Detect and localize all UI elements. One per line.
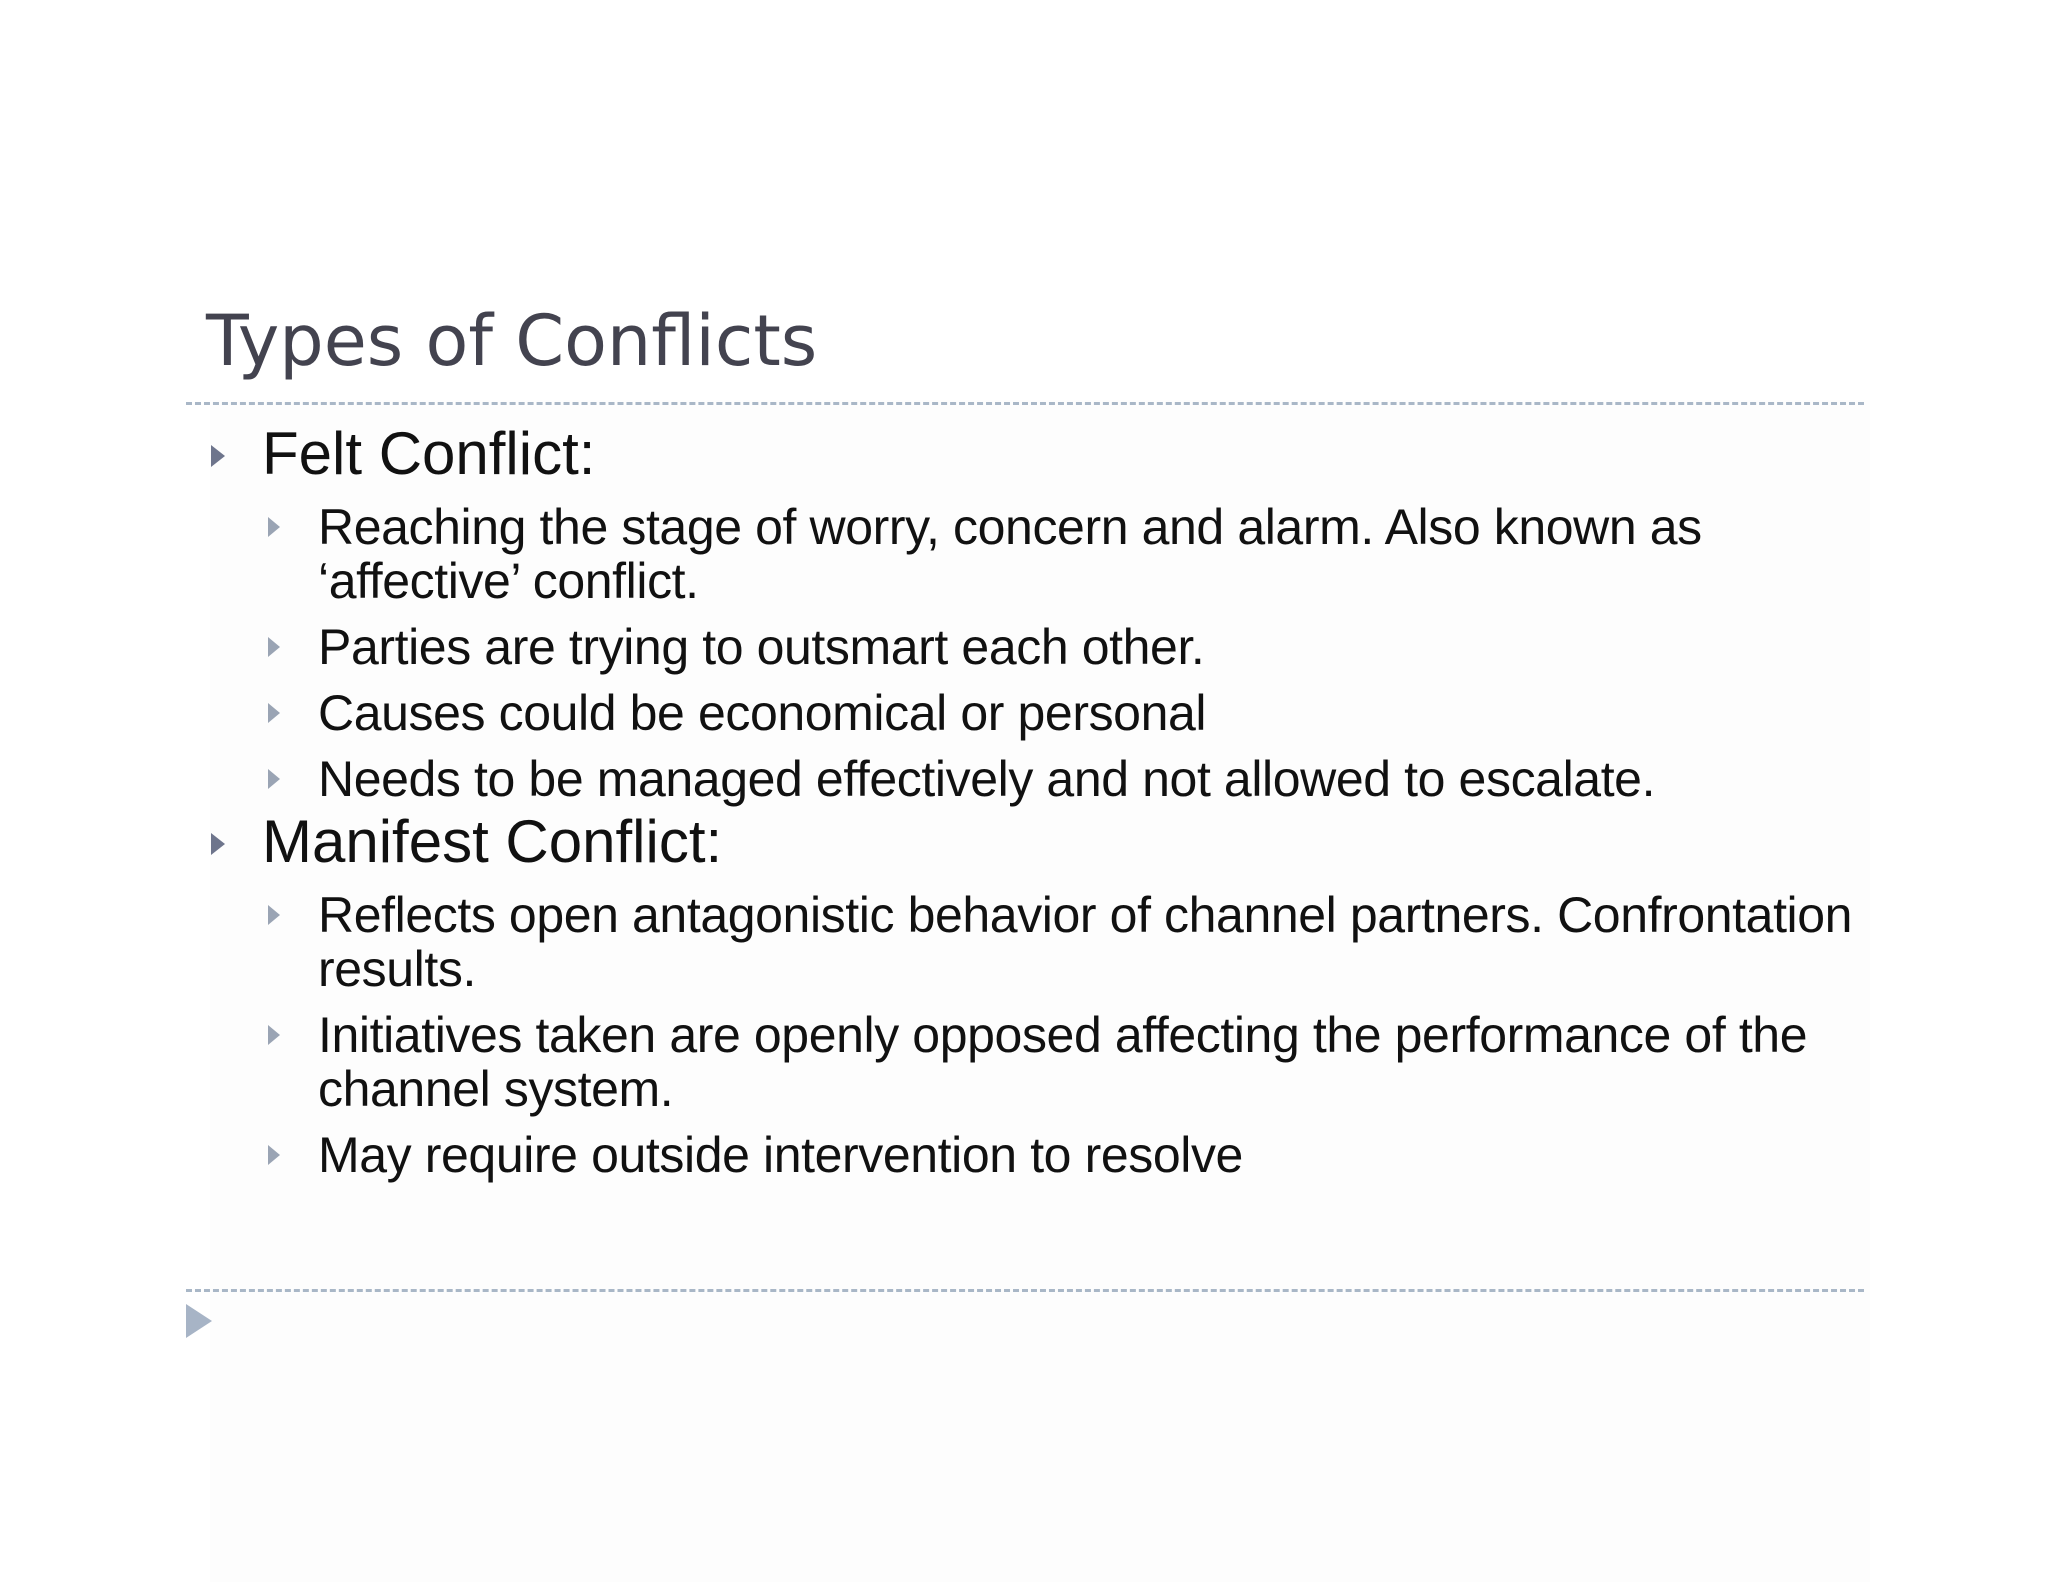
sub-bullet-text: Causes could be economical or personal (318, 685, 1207, 741)
slide-title: Types of Conflicts (206, 300, 818, 382)
sub-bullet (206, 1128, 1866, 1182)
heading-text: Manifest Conflict: (262, 808, 723, 875)
sub-bullet-triangle-icon (268, 703, 280, 723)
bullet-heading-manifest-conflict (206, 808, 1846, 876)
sub-bullet-triangle-icon (268, 1025, 280, 1045)
sub-bullet (206, 752, 1866, 806)
sub-bullet (206, 620, 1866, 674)
sub-bullet-text: Needs to be managed effectively and not allowed to escalate. (318, 751, 1656, 807)
footer-divider (186, 1289, 1864, 1292)
sub-bullet-text: Initiatives taken are openly opposed affecting the performance of the channel system. (318, 1007, 1808, 1117)
sub-bullet-text: May require outside intervention to resolve (318, 1127, 1243, 1183)
sub-bullet (206, 888, 1866, 996)
heading-text: Felt Conflict: (262, 420, 596, 487)
sub-bullet-text: Parties are trying to outsmart each other. (318, 619, 1205, 675)
sub-bullet (206, 1008, 1866, 1116)
sub-bullet-triangle-icon (268, 769, 280, 789)
bullet-heading-felt-conflict (206, 420, 1846, 488)
sub-bullet-triangle-icon (268, 637, 280, 657)
bullet-list (206, 418, 1853, 1183)
bullet-triangle-icon (211, 833, 225, 855)
sub-bullet-text: Reaching the stage of worry, concern and alarm. Also known as ‘affective’ conflict. (318, 499, 1702, 609)
sub-bullet-triangle-icon (268, 517, 280, 537)
bullet-triangle-icon (211, 445, 225, 467)
sub-bullet (206, 500, 1866, 608)
title-divider (186, 402, 1864, 405)
sub-bullet-triangle-icon (268, 1145, 280, 1165)
sub-bullet-triangle-icon (268, 905, 280, 925)
sub-bullet-text: Reflects open antagonistic behavior of channel partners. Confrontation results. (318, 887, 1853, 997)
sub-bullet (206, 686, 1866, 740)
footer-triangle-icon (186, 1304, 212, 1338)
